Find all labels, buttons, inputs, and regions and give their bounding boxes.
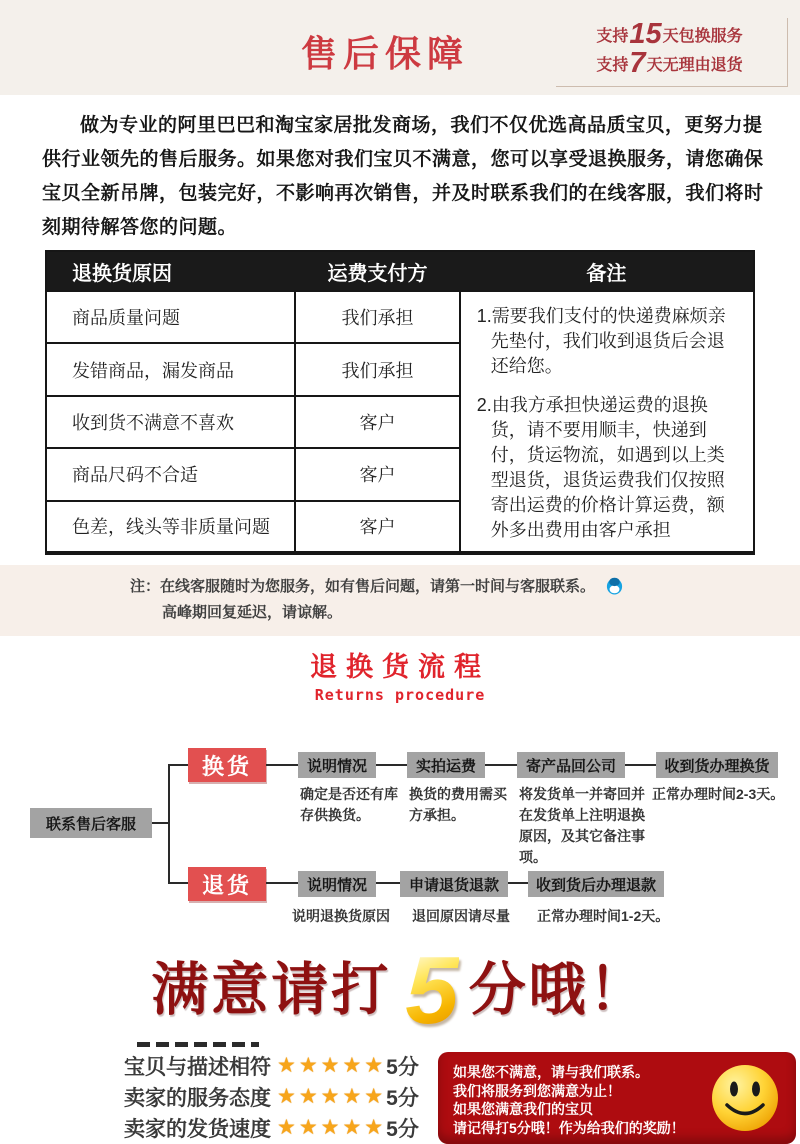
promise-line: 如果您满意我们的宝贝	[453, 1101, 593, 1117]
customer-service-notice	[0, 565, 800, 636]
reason-cell: 发错商品，漏发商品	[46, 343, 295, 395]
rating-row	[124, 1081, 424, 1112]
flow-connector	[376, 882, 400, 884]
header-banner	[0, 0, 800, 95]
intro-paragraph: 做为专业的阿里巴巴和淘宝家居批发商场，我们不仅优选高品质宝贝，更努力提供行业领先的售后服务。如果您对我们宝贝不满意，您可以享受退换服务，请您确保宝贝全新吊牌，包装完好，不影响再次销售，并及时联系我们的在线客服，我们将时刻期待解答您的问题。	[42, 115, 764, 238]
reason-cell: 收到货不满意不喜欢	[46, 396, 295, 448]
star-icons: ★★★★★	[277, 1085, 387, 1108]
payer-cell: 客户	[295, 501, 459, 553]
remark-item: 2.由我方承担快递运费的退换货，请不要用顺丰，快递到付，货运物流，如遇到以上类型退货，退货运费我们仅按照寄出运费的价格计算运费，额外多出费用由客户承担	[476, 395, 725, 540]
promise-box	[438, 1052, 796, 1144]
flow-step-note: 正常办理时间2-3天。	[652, 786, 785, 802]
flow-connector	[168, 764, 188, 766]
flow-connector	[266, 764, 298, 766]
flow-section-title: 退换货流程	[310, 652, 490, 682]
flow-connector	[625, 764, 656, 766]
promise-line: 我们将服务到您满意为止！	[453, 1082, 621, 1099]
flow-connector	[508, 882, 528, 884]
cut-off-next-section	[137, 1042, 259, 1047]
flow-step-box: 实拍运费	[407, 752, 485, 778]
remarks-cell	[460, 291, 754, 553]
smiley-face-icon	[710, 1063, 780, 1138]
col-header-reason: 退换货原因	[46, 251, 295, 291]
notice-line-1: 注：在线客服随时为您服务，如有售后问题，请第一时间与客服联系。	[130, 576, 800, 602]
flow-connector	[376, 764, 407, 766]
flow-connector	[168, 764, 170, 884]
flow-connector	[168, 882, 188, 884]
flow-root-box: 联系售后客服	[30, 808, 152, 838]
rating-score: 5分	[386, 1086, 419, 1110]
flow-step-box: 说明情况	[298, 871, 376, 897]
star-icons: ★★★★★	[277, 1116, 387, 1139]
table-header-row	[46, 251, 754, 291]
flow-connector	[266, 882, 298, 884]
rating-label: 卖家的服务态度	[124, 1086, 271, 1110]
reason-cell: 商品质量问题	[46, 291, 295, 343]
flow-step-box: 收到货后办理退款	[528, 871, 664, 897]
payer-cell: 我们承担	[295, 343, 459, 395]
table-row	[46, 291, 754, 343]
headline-text-pre: 满意请打	[151, 958, 392, 1022]
bottom-section	[124, 1050, 800, 1144]
rating-row	[124, 1112, 424, 1143]
flow-step-box: 申请退货退款	[400, 871, 508, 897]
remark-item: 1.需要我们支付的快递费麻烦亲先垫付，我们收到退货后会退还给您。	[476, 306, 726, 376]
promo-block	[556, 18, 788, 87]
promo-line-2: 支持7天无理由退货	[596, 47, 743, 79]
promise-line: 请记得打5分哦！作为给我们的奖励！	[453, 1119, 685, 1136]
col-header-payer: 运费支付方	[295, 251, 459, 291]
qq-penguin-icon	[605, 576, 624, 602]
flow-step-box: 说明情况	[298, 752, 376, 778]
page-title: 售后保障	[300, 33, 469, 74]
rating-list	[124, 1050, 424, 1144]
payer-cell: 客户	[295, 396, 459, 448]
flow-return-box: 退货	[188, 867, 266, 901]
flow-exchange-box: 换货	[188, 748, 266, 782]
flow-connector	[152, 822, 168, 824]
rating-score: 5分	[386, 1055, 419, 1079]
rating-row	[124, 1050, 424, 1081]
reason-cell: 商品尺码不合适	[46, 448, 295, 500]
flow-step-box: 寄产品回公司	[517, 752, 625, 778]
notice-line-2: 高峰期回复延迟，请谅解。	[162, 604, 343, 621]
flow-step-note: 确定是否还有库存供换货。	[300, 786, 398, 823]
payer-cell: 客户	[295, 448, 459, 500]
col-header-remarks: 备注	[460, 251, 754, 291]
flow-connector	[485, 764, 517, 766]
flow-step-note: 换货的费用需买方承担。	[409, 786, 507, 823]
payer-cell: 我们承担	[295, 291, 459, 343]
flow-step-note: 正常办理时间1-2天。	[537, 908, 670, 924]
flow-step-note: 退回原因请尽量	[412, 908, 510, 924]
flow-step-box: 收到货办理换货	[656, 752, 778, 778]
rating-label: 卖家的发货速度	[124, 1117, 271, 1141]
reason-cell: 色差，线头等非质量问题	[46, 501, 295, 553]
flow-step-note: 说明退换货原因	[292, 908, 390, 924]
return-policy-table	[45, 250, 755, 555]
promise-line: 如果您不满意，请与我们联系。	[453, 1064, 649, 1080]
returns-flowchart	[0, 710, 800, 940]
rating-score: 5分	[386, 1117, 419, 1141]
flow-section-subtitle: Returns procedure	[314, 686, 486, 704]
star-icons: ★★★★★	[277, 1054, 387, 1077]
five-star-headline	[0, 937, 800, 1044]
promo-line-1: 支持15天包换服务	[596, 18, 743, 50]
rating-label: 宝贝与描述相符	[124, 1055, 271, 1079]
gold-five-numeral: 5	[405, 937, 459, 1044]
headline-text-post: 分哦！	[468, 958, 649, 1022]
flow-step-note: 将发货单一并寄回并在发货单上注明退换原因，及其它备注事项。	[519, 786, 645, 865]
